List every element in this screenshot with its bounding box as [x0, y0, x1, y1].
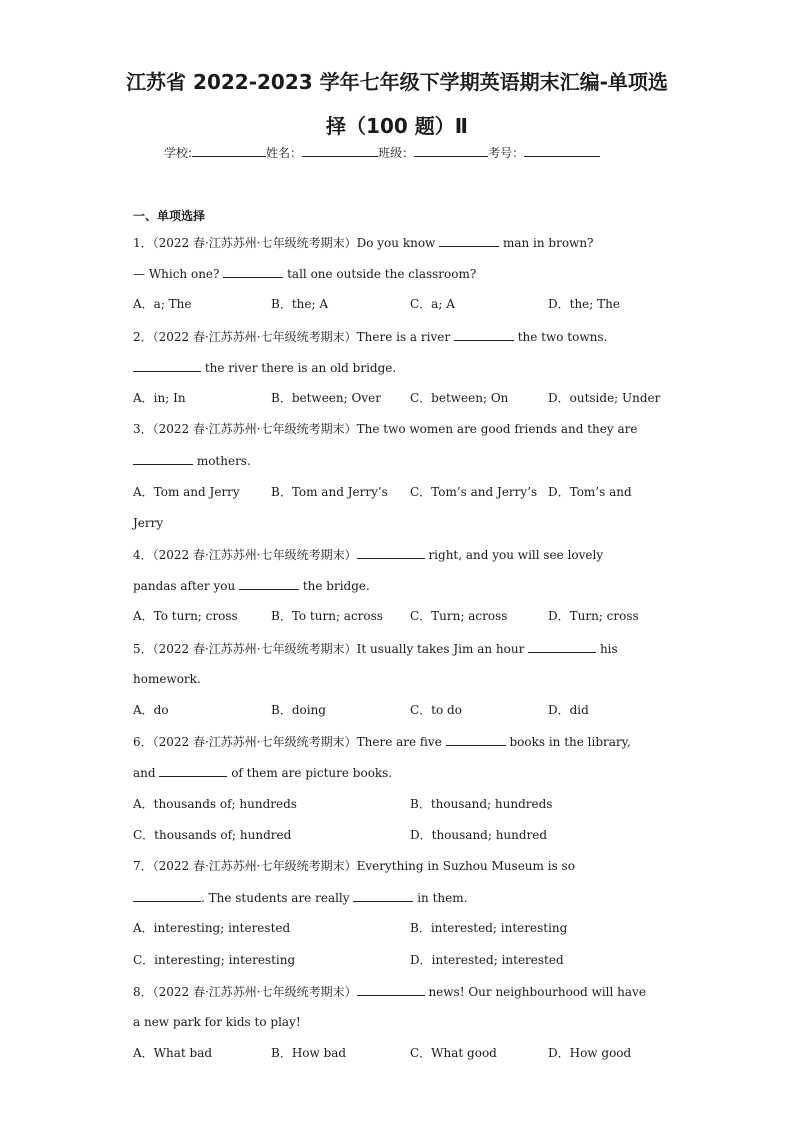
- answer-blank: [357, 546, 425, 559]
- number-blank: [524, 144, 600, 157]
- question-6-line-2: and of them are picture books.: [133, 766, 393, 780]
- q4-option-a: A．To turn; cross: [133, 609, 238, 623]
- answer-blank: [446, 733, 506, 746]
- answer-blank: [223, 265, 283, 278]
- question-5-line-2: homework.: [133, 672, 201, 686]
- q2-option-d: D．outside; Under: [548, 391, 661, 405]
- q8-option-c: C．What good: [410, 1046, 497, 1060]
- answer-blank: [239, 577, 299, 590]
- answer-blank: [159, 764, 227, 777]
- question-3-line-2: mothers.: [133, 452, 251, 469]
- q2-option-c: C．between; On: [410, 391, 509, 405]
- q5-option-b: B．doing: [271, 703, 326, 717]
- q2-option-b: B．between; Over: [271, 391, 381, 405]
- answer-blank: [133, 889, 201, 902]
- q1-option-b: B．the; A: [271, 297, 328, 311]
- page-title: 江苏省 2022-2023 学年七年级下学期英语期末汇编-单项选: [126, 70, 668, 94]
- q7-option-d: D．interested; interested: [410, 953, 564, 967]
- question-2-line-2: the river there is an old bridge.: [133, 359, 396, 376]
- number-label: 考号：: [488, 146, 525, 160]
- question-4-line-2: pandas after you the bridge.: [133, 579, 370, 593]
- q8-option-d: D．How good: [548, 1046, 632, 1060]
- question-3-line-1: 3．（2022 春·江苏苏州·七年级统考期末）The two women are good friends and they are: [133, 422, 638, 436]
- question-2-line-1: 2．（2022 春·江苏苏州·七年级统考期末）There is a river the two towns.: [133, 330, 608, 344]
- answer-blank: [439, 234, 499, 247]
- answer-blank: [454, 328, 514, 341]
- q6-option-a: A．thousands of; hundreds: [133, 797, 297, 811]
- answer-blank: [133, 359, 201, 372]
- q7-option-a: A．interesting; interested: [133, 921, 291, 935]
- answer-blank: [353, 889, 413, 902]
- q8-option-a: A．What bad: [133, 1046, 213, 1060]
- name-label: 姓名：: [266, 146, 303, 160]
- q4-option-b: B．To turn; across: [271, 609, 383, 623]
- answer-blank: [528, 640, 596, 653]
- question-4-line-1: 4．（2022 春·江苏苏州·七年级统考期末） right, and you will see lovely: [133, 548, 604, 562]
- question-1-line-1: 1．（2022 春·江苏苏州·七年级统考期末）Do you know man in brown?: [133, 236, 594, 250]
- q4-option-d: D．Turn; cross: [548, 609, 639, 623]
- q3-option-d-wrap: Jerry: [133, 516, 164, 530]
- q5-option-c: C．to do: [410, 703, 462, 717]
- student-info: [164, 144, 600, 161]
- section-heading: 一、单项选择: [133, 209, 206, 223]
- question-1-line-2: — Which one? tall one outside the classroom?: [133, 267, 477, 281]
- class-label: 班级：: [378, 146, 415, 160]
- answer-blank: [357, 983, 425, 996]
- question-8-line-1: 8．（2022 春·江苏苏州·七年级统考期末） news! Our neighbourhood will have: [133, 985, 646, 999]
- class-blank: [414, 144, 488, 157]
- q3-option-b: B．Tom and Jerry’s: [271, 485, 388, 499]
- question-7-line-2: . The students are really in them.: [133, 889, 467, 906]
- q5-option-a: A．do: [133, 703, 169, 717]
- q1-option-a: A．a; The: [133, 297, 192, 311]
- q8-option-b: B．How bad: [271, 1046, 347, 1060]
- q6-option-d: D．thousand; hundred: [410, 828, 548, 842]
- q7-option-c: C．interesting; interesting: [133, 953, 296, 967]
- name-blank: [302, 144, 378, 157]
- question-6-line-1: 6．（2022 春·江苏苏州·七年级统考期末）There are five books in the library,: [133, 735, 631, 749]
- question-5-line-1: 5．（2022 春·江苏苏州·七年级统考期末）It usually takes Jim an hour his: [133, 642, 618, 656]
- q6-option-c: C．thousands of; hundred: [133, 828, 292, 842]
- school-blank: [192, 144, 266, 157]
- q3-option-c: C．Tom’s and Jerry’s: [410, 485, 538, 499]
- question-8-line-2: a new park for kids to play!: [133, 1015, 301, 1029]
- q1-option-c: C．a; A: [410, 297, 455, 311]
- answer-blank: [133, 452, 193, 465]
- q2-option-a: A．in; In: [133, 391, 186, 405]
- page-title-continued: 择（100 题）Ⅱ: [326, 114, 468, 138]
- q3-option-d: D．Tom’s and: [548, 485, 632, 499]
- school-label: 学校:: [164, 146, 193, 160]
- q4-option-c: C．Turn; across: [410, 609, 508, 623]
- q6-option-b: B．thousand; hundreds: [410, 797, 553, 811]
- q5-option-d: D．did: [548, 703, 589, 717]
- q7-option-b: B．interested; interesting: [410, 921, 568, 935]
- q3-option-a: A．Tom and Jerry: [133, 485, 240, 499]
- question-7-line-1: 7．（2022 春·江苏苏州·七年级统考期末）Everything in Suzhou Museum is so: [133, 859, 575, 873]
- q1-option-d: D．the; The: [548, 297, 620, 311]
